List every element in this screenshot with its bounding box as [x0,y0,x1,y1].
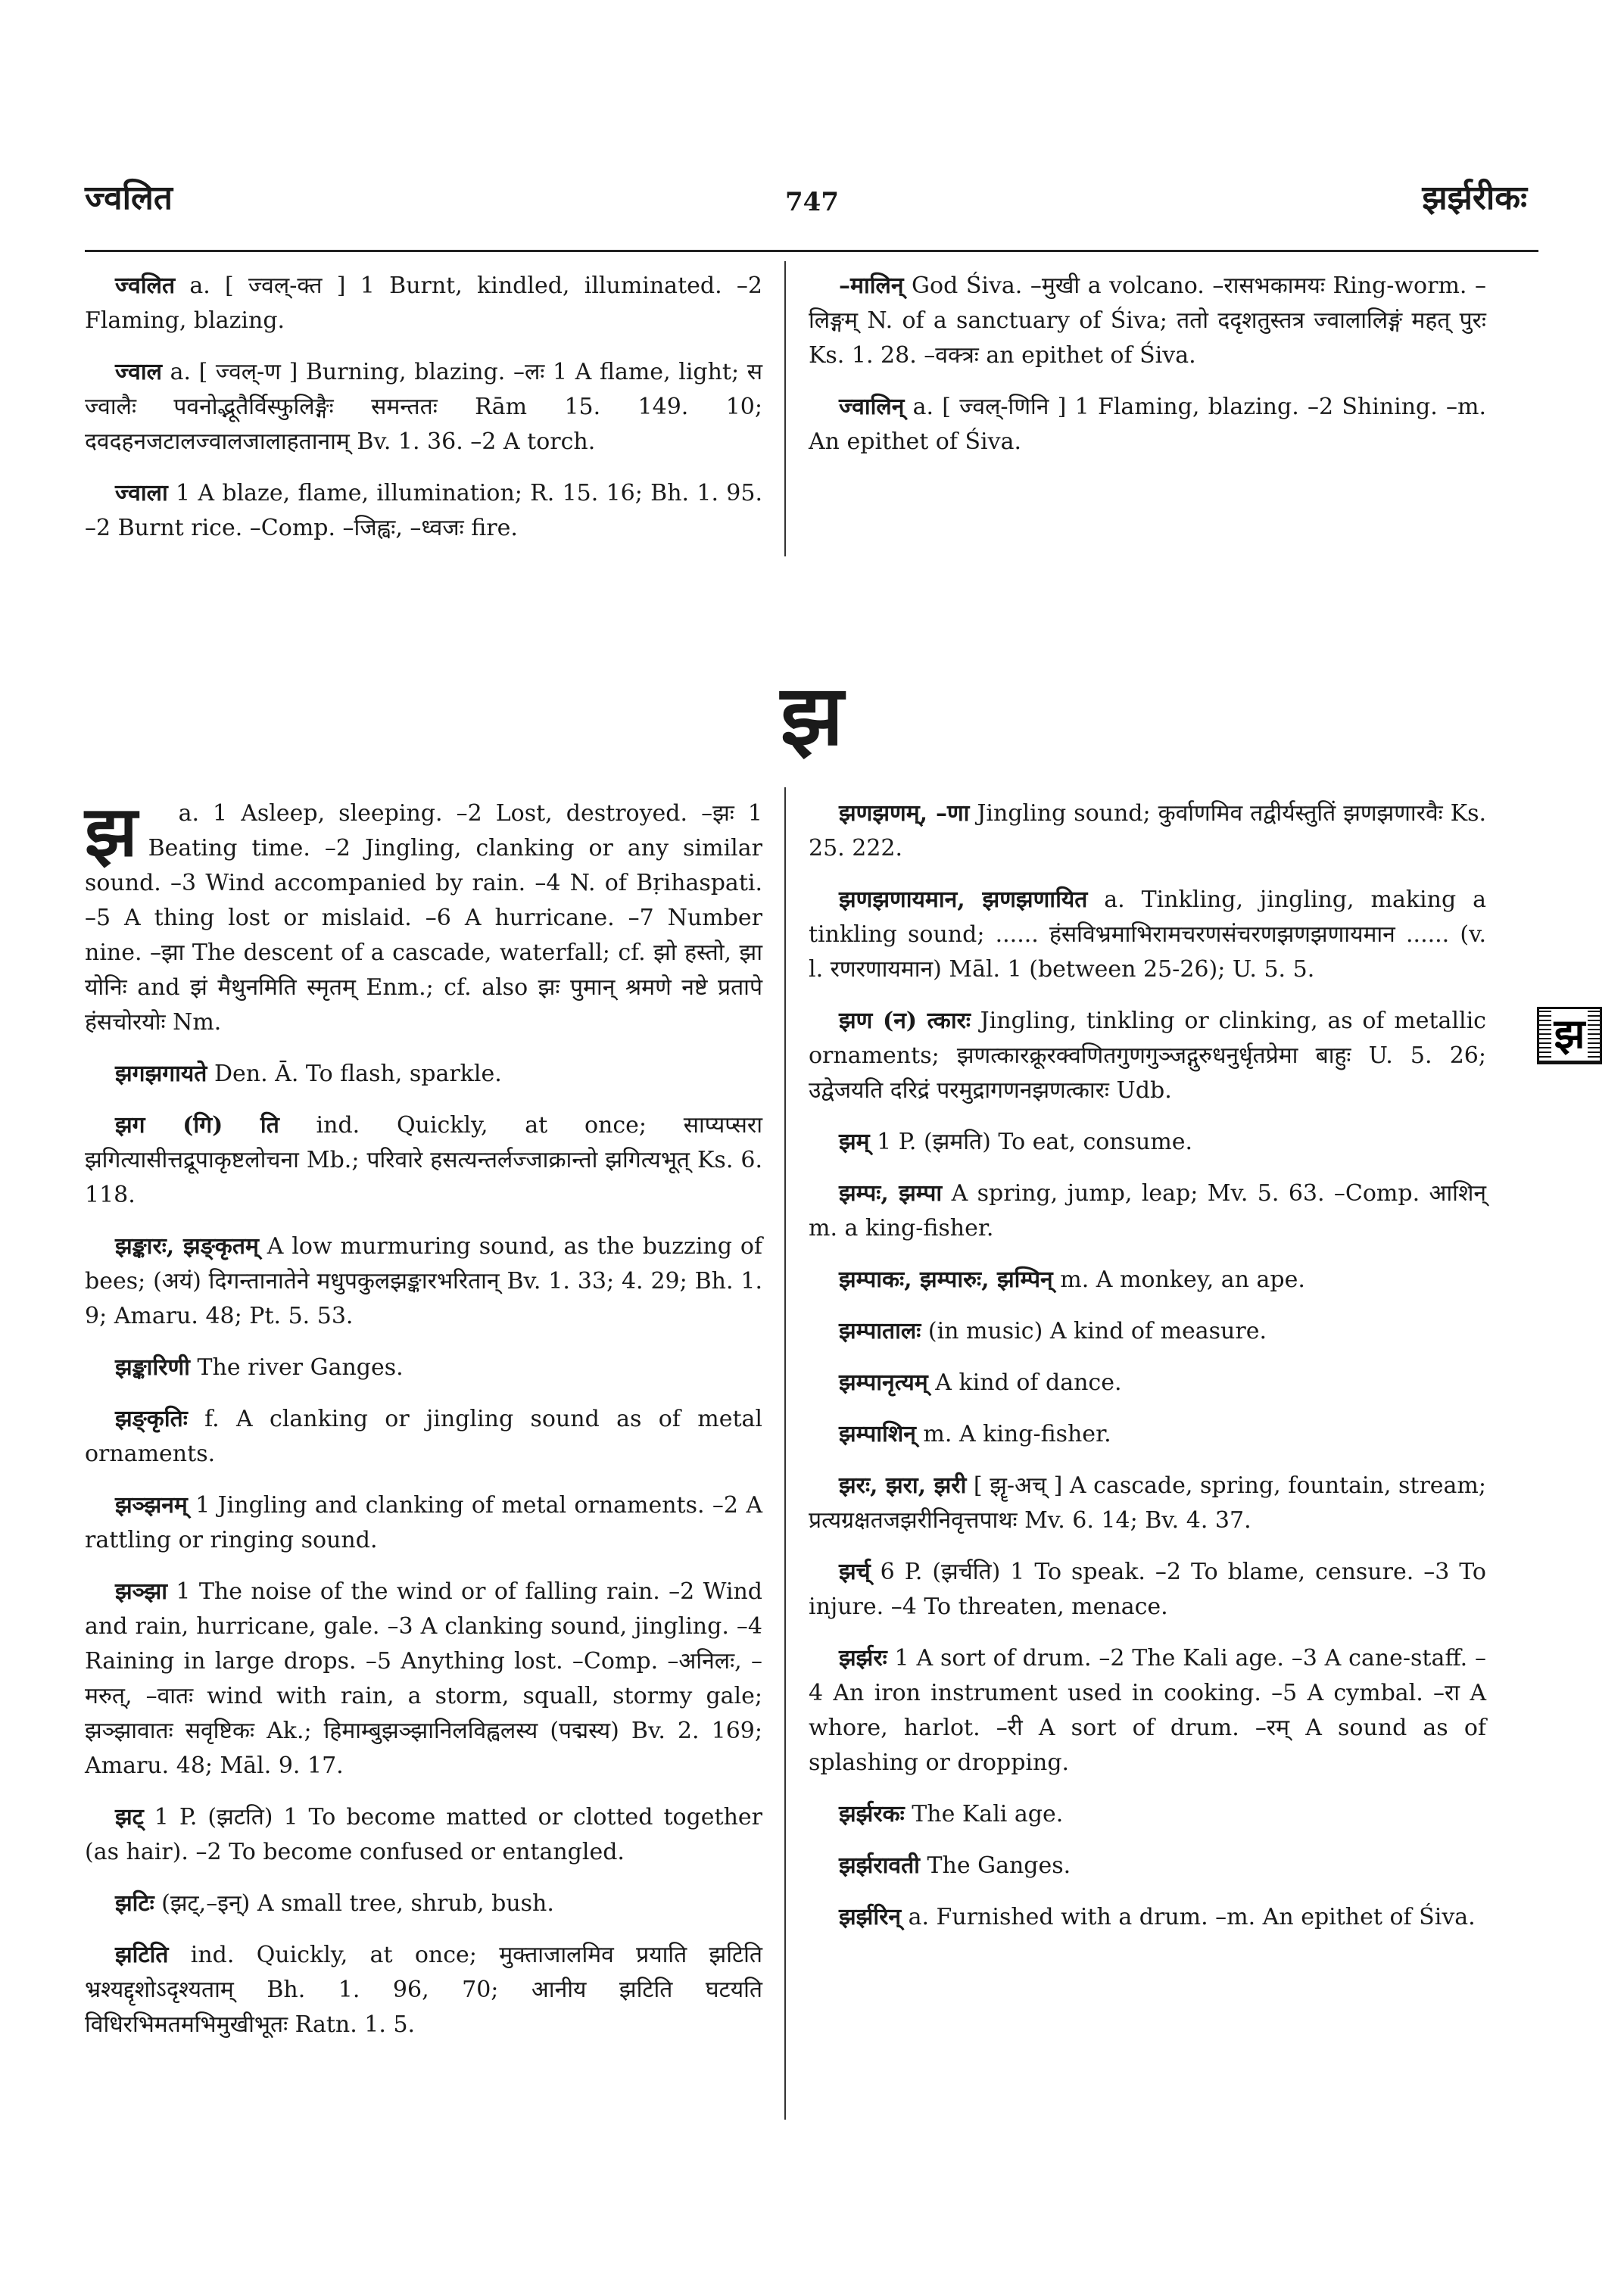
drop-cap-letter: झ [85,790,138,872]
entry [85,269,762,338]
definition: A spring, jump, leap; Mv. 5. 63. –Comp. आशिन् m. a king-fisher. [809,1180,1486,1242]
headword: झम्पः, झम्पा [839,1180,943,1207]
definition: 1 The noise of the wind or of falling rain. –2 Wind and rain, hurricane, gale. –3 A clanking sound, jingling. –4 Raining in large drops. –5 Anything lost. –Comp. –अनिलः, –मरुत्, –वातः wind with rain, a storm, squall, stormy gale; झञ्झावातः सवृष्टिकः Ak.; हिमाम्बुझञ्झानिलविह्वलस्य (पद्मस्य) Bv. 2. 169; Amaru. 48; Māl. 9. 17. [85,1578,762,1779]
definition: 1 P. (झटति) 1 To become matted or clotted together (as hair). –2 To become confused or entangled. [85,1804,762,1865]
entry [85,355,762,460]
headword: झङ्कारिणी [115,1354,190,1381]
entry [809,1314,1486,1349]
headword: झम् [839,1129,870,1155]
headword: झट् [115,1804,144,1830]
bottom-left-column [85,790,762,2059]
top-left-column [85,269,762,562]
entry [809,1849,1486,1883]
headword: ज्वलित [115,273,176,299]
definition: Jingling, tinkling or clinking, as of metallic ornaments; झणत्कारक्रूरक्वणितगुणगुञ्जद्गुरुधनुर्धृतप्रेमा बाहुः U. 5. 26; उद्वेजयति दरिद्रं परमुद्रागणनझणत्कारः Udb. [809,1008,1486,1104]
entry [85,1229,762,1334]
definition: 1 A sort of drum. –2 The Kali age. –3 A cane-staff. –4 An iron instrument used in cooking. –5 A cymbal. –रा A whore, harlot. –री A sort of drum. –रम् A sound as of splashing or dropping. [809,1645,1486,1776]
definition: ind. Quickly, at once; मुक्ताजालमिव प्रयाति झटिति भ्रश्यद्दृशोऽदृश्यताम् Bh. 1. 96, 70; आनीय झटिति घटयति विधिरभिमतमभिमुखीभूतः Ratn. 1. 5. [85,1942,762,2038]
headword: झटिः [115,1890,154,1917]
definition: The Ganges. [919,1852,1071,1879]
entry [85,1800,762,1870]
headword: झर्झरिन् [839,1904,902,1930]
headword: झम्पातालः [839,1318,921,1344]
headword: झर्झरः [839,1645,887,1671]
entry [809,1176,1486,1246]
headword: झम्पानृत्यम् [839,1369,928,1396]
headword: झम्पाशिन् [839,1421,916,1447]
definition: f. A clanking or jingling sound as of metal ornaments. [85,1406,762,1467]
definition: A low murmuring sound, as the buzzing of bees; (अयं) दिगन्तानातेने मधुपकुलझङ्कारभरितान् Bv. 1. 33; 4. 29; Bh. 1. 9; Amaru. 48; Pt. 5. 53. [85,1233,762,1329]
entry [809,1555,1486,1625]
entry [809,269,1486,373]
section-heading-letter: झ [780,666,844,764]
entry [809,1417,1486,1452]
definition: Den. Ā. To flash, sparkle. [207,1061,502,1087]
entry [85,1886,762,1921]
headword: झञ्झा [115,1578,168,1605]
definition: [ झॄ-अच् ] A cascade, spring, fountain, stream; प्रत्यग्रक्षतजझरीनिवृत्तपाथः Mv. 6. 14; Bv. 4. 37. [809,1472,1486,1534]
definition: m. A king-fisher. [915,1421,1111,1447]
headword: ज्वाला [115,480,168,506]
thumb-index-letter: झ [1551,1009,1588,1058]
entry [85,1108,762,1213]
definition: a. [ ज्वल्-णिनि ] 1 Flaming, blazing. –2 Shining. –m. An epithet of Śiva. [809,394,1486,455]
entry [809,1125,1486,1160]
definition: a. Furnished with a drum. –m. An epithet of Śiva. [901,1904,1476,1930]
definition: a. [ ज्वल्-क्त ] 1 Burnt, kindled, illuminated. –2 Flaming, blazing. [85,273,762,334]
entry [809,1469,1486,1538]
definition: 6 P. (झर्चति) 1 To speak. –2 To blame, censure. –3 To injure. –4 To threaten, menace. [809,1559,1486,1620]
headword: –मालिन् [839,273,904,299]
entry [809,1797,1486,1832]
definition: The Kali age. [904,1801,1064,1827]
header-rule [85,250,1538,252]
headword: झङ्कृतिः [115,1406,188,1432]
definition: a. [ ज्वल्-ण ] Burning, blazing. –लः 1 A flame, light; स ज्वालैः पवनोद्भूतैर्विस्फुलिङ्गैः समन्ततः Rām 15. 149. 10; दवदहनजटालज्वालजालाहतानाम् Bv. 1. 36. –2 A torch. [85,359,762,455]
definition: God Śiva. –मुखी a volcano. –रासभकामयः Ring-worm. –लिङ्गम् N. of a sanctuary of Śiva; ततो ददृशतुस्तत्र ज्वालालिङ्गं महत् पुरः Ks. 1. 28. –वक्त्रः an epithet of Śiva. [809,273,1486,369]
headword: झर्झरकः [839,1801,905,1827]
headword: झञ्झनम् [115,1492,188,1519]
entry [809,1004,1486,1108]
bottom-right-column [809,796,1486,1952]
entry [85,790,762,1040]
headword: झणझणायमान, झणझणायित [839,886,1088,913]
entry [85,1938,762,2042]
definition: The river Ganges. [189,1354,404,1381]
definition: Jingling sound; कुर्वाणमिव तद्वीर्यस्तुतिं झणझणारवैः Ks. 25. 222. [809,800,1487,861]
entry [85,1351,762,1385]
headword: झङ्कारः, झङ्कृतम् [115,1233,259,1260]
definition: ind. Quickly, at once; साप्यप्सरा झगित्यासीत्तद्रूपाकृष्टलोचना Mb.; परिवारे हसत्यन्तर्लज्जाक्रान्तो झगित्यभूत् Ks. 6. 118. [85,1112,762,1208]
entry [809,1641,1486,1781]
entry [85,1575,762,1784]
definition: (झट्,–इन्) A small tree, shrub, bush. [154,1890,554,1917]
column-divider-top [784,261,786,556]
entry [809,1263,1486,1298]
entry [809,390,1486,460]
page-number: 747 [785,187,839,217]
headword: झर्च् [839,1559,871,1585]
headword: झगझगायते [115,1061,207,1087]
entry [809,1900,1486,1935]
headword: झर्झरावती [839,1852,920,1879]
header-right-guide-word: झर्झरीकः [1422,179,1527,217]
definition: 1 Jingling and clanking of metal ornaments. –2 A rattling or ringing sound. [85,1492,762,1553]
headword: झण (न) त्कारः [839,1008,971,1034]
headword: झणझणम्, –णा [839,800,970,827]
entry [85,1057,762,1092]
headword: ज्वालिन् [839,394,905,420]
entry [809,796,1486,866]
thumb-index-tab [1537,1007,1602,1064]
headword: झटिति [115,1942,169,1968]
definition: A kind of dance. [927,1369,1122,1396]
header-left-guide-word: ज्वलित [85,179,173,217]
headword: झरः, झरा, झरी [839,1472,967,1499]
definition: 1 P. (झमति) To eat, consume. [869,1129,1193,1155]
entry [85,476,762,546]
entry [85,1488,762,1558]
headword: ज्वाल [115,359,162,385]
headword: झम्पाकः, झम्पारुः, झम्पिन् [839,1266,1053,1293]
definition: 1 A blaze, flame, illumination; R. 15. 16; Bh. 1. 95. –2 Burnt rice. –Comp. –जिह्वः, –ध्वजः fire. [85,480,762,541]
entry [809,1366,1486,1400]
headword: झग (गि) ति [115,1112,279,1139]
definition: (in music) A kind of measure. [921,1318,1267,1344]
entry [85,1402,762,1472]
column-divider-bottom [784,787,786,2120]
top-right-column [809,269,1486,476]
definition: a. 1 Asleep, sleeping. –2 Lost, destroyed. –झः 1 Beating time. –2 Jingling, clanking or any similar sound. –3 Wind accompanied by rain. –4 N. of Bṛihaspati. –5 A thing lost or mislaid. –6 A hurricane. –7 Number nine. –झा The descent of a cascade, waterfall; cf. झो हस्तो, झा योनिः and झं मैथुनमिति स्मृतम् Enm.; cf. also झः पुमान् श्रमणे नष्टे प्रतापे हंसचोरयोः Nm. [85,800,762,1036]
definition: m. A monkey, an ape. [1052,1266,1305,1293]
entry [809,883,1486,987]
definition: a. Tinkling, jingling, making a tinkling sound; ...... हंसविभ्रमाभिरामचरणसंचरणझणझणायमान ...... (v. l. रणरणायमान) Māl. 1 (between 25-26); U. 5. 5. [809,886,1486,983]
